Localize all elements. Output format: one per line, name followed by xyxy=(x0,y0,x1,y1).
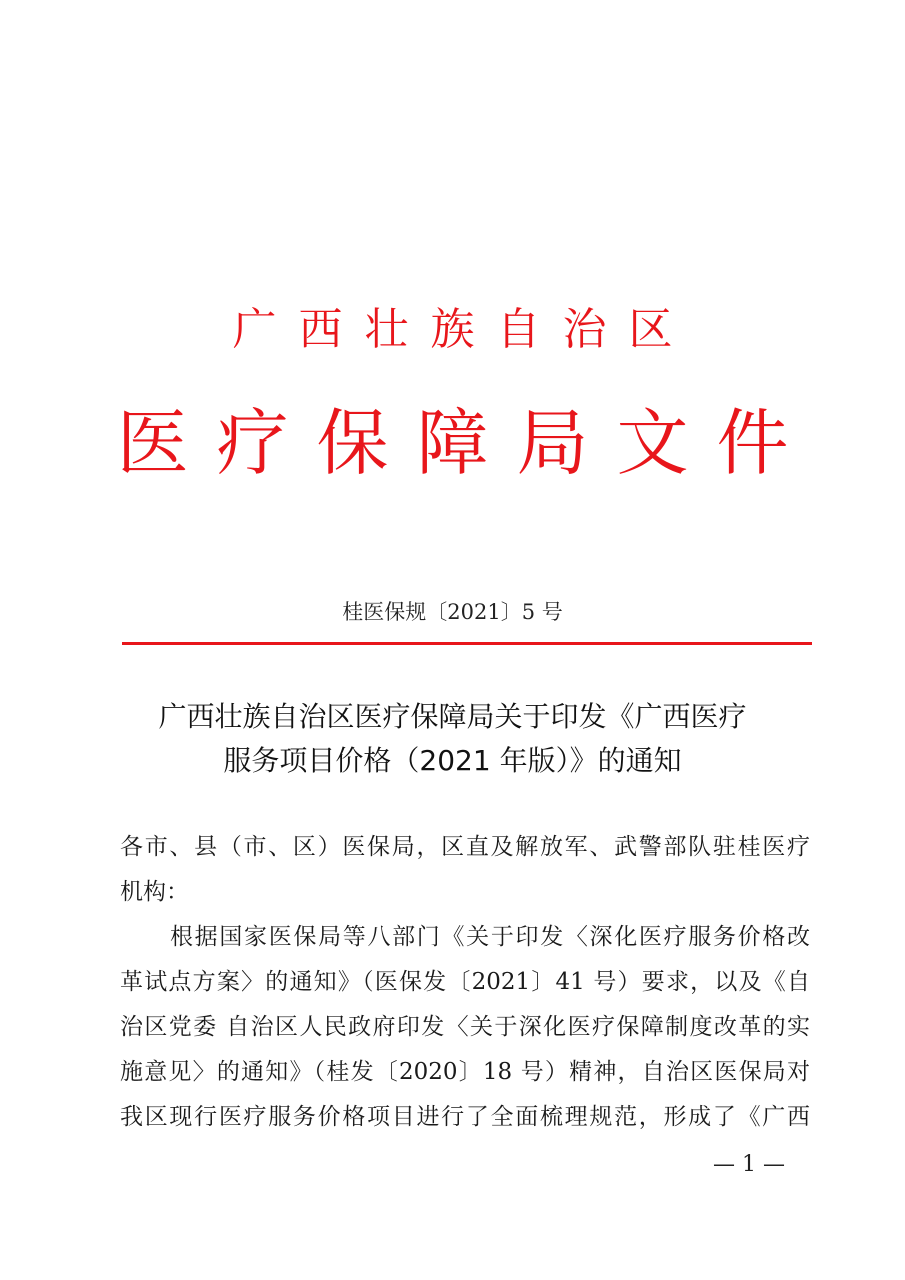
issuer-name: 广西壮族自治区 xyxy=(232,304,695,355)
notice-title-line-2: 服务项目价格（2021 年版）》的通知 xyxy=(223,744,682,777)
body-line: 机构： xyxy=(120,879,189,905)
body-line: 根据国家医保局等八部门《关于印发〈深化医疗服务价格改 xyxy=(170,924,810,950)
notice-title xyxy=(100,695,805,783)
body-line: 革试点方案〉的通知》（医保发〔2021〕41 号）要求，以及《自 xyxy=(120,969,810,995)
body-line: 各市、县（市、区）医保局，区直及解放军、武警部队驻桂医疗 xyxy=(120,834,810,860)
body-line: 治区党委 自治区人民政府印发〈关于深化医疗保障制度改革的实 xyxy=(120,1014,810,1040)
notice-body xyxy=(120,825,810,1140)
body-line: 施意见〉的通知》（桂发〔2020〕18 号）精神，自治区医保局对 xyxy=(120,1059,810,1085)
document-number: 桂医保规〔2021〕5 号 xyxy=(342,600,563,624)
body-line: 我区现行医疗服务价格项目进行了全面梳理规范，形成了《广西 xyxy=(120,1104,810,1130)
document-header-title: 医疗保障局文件 xyxy=(116,401,817,485)
red-separator-line xyxy=(122,642,812,645)
page-number: — 1 — xyxy=(713,1152,785,1177)
notice-title-line-1: 广西壮族自治区医疗保障局关于印发《广西医疗 xyxy=(158,700,747,733)
